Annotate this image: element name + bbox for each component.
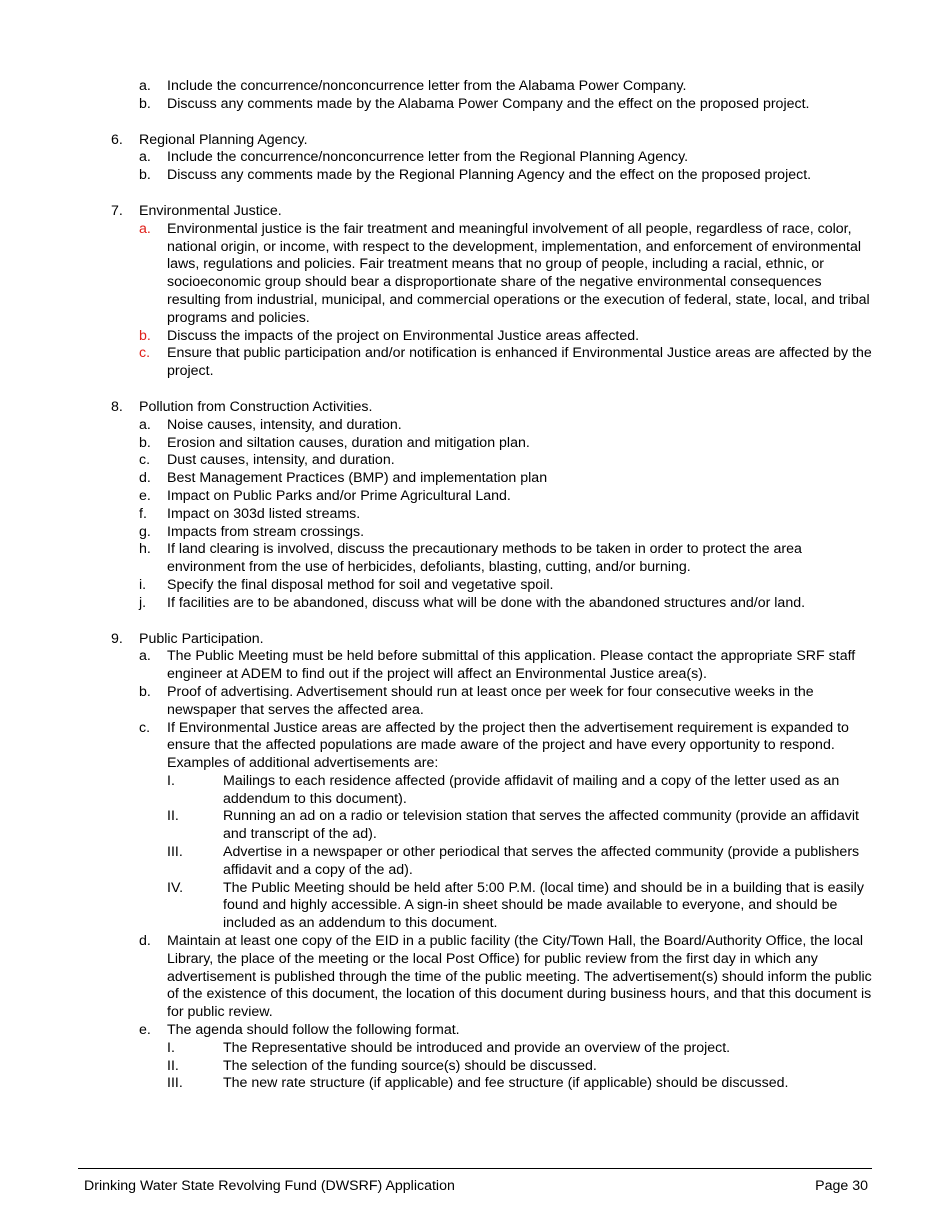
list-item: [139, 435, 876, 453]
item-text: Dust causes, intensity, and duration.: [167, 452, 395, 469]
list-item: [139, 524, 876, 542]
sub-item: [167, 773, 876, 809]
list-item: [139, 648, 876, 684]
section: [111, 399, 876, 613]
item-text: Include the concurrence/nonconcurrence letter from the Alabama Power Company.: [167, 78, 687, 94]
sub-item-numeral: I.: [167, 772, 175, 789]
item-letter: b.: [139, 95, 151, 112]
item-text: The Public Meeting must be held before submittal of this application. Please contact the appropriate SRF staff engineer at ADEM to find out if the project will affect an Environmental Justice area(s).: [167, 648, 856, 683]
item-text: If facilities are to be abandoned, discuss what will be done with the abandoned structures and/or land.: [167, 594, 806, 611]
footer-divider: [78, 1168, 872, 1169]
list-item: [139, 506, 876, 524]
item-text: Specify the final disposal method for soil and vegetative spoil.: [167, 576, 554, 593]
sub-item-text: Mailings to each residence affected (provide affidavit of mailing and a copy of the letter used as an addendum to this document).: [223, 772, 840, 807]
sub-item-numeral: I.: [167, 1039, 175, 1056]
item-text: Impact on Public Parks and/or Prime Agricultural Land.: [167, 487, 511, 504]
list-item: [139, 933, 876, 1022]
sub-item-text: Running an ad on a radio or television station that serves the affected community (provide an affidavit and transcript of the ad).: [223, 808, 859, 843]
sub-item-numeral: II.: [167, 808, 179, 825]
item-letter: i.: [139, 576, 147, 593]
sub-item-text: The new rate structure (if applicable) and fee structure (if applicable) should be discussed.: [223, 1075, 789, 1092]
list-item: [139, 488, 876, 506]
section-title: Regional Planning Agency.: [139, 131, 308, 148]
sub-item: [167, 1058, 876, 1076]
item-letter: e.: [139, 487, 151, 504]
item-letter: a.: [139, 149, 151, 166]
list-item: [139, 595, 876, 613]
list-item: [139, 684, 876, 720]
list-item: [139, 149, 876, 167]
section: [111, 203, 876, 381]
list-item: [139, 720, 876, 934]
item-text: Erosion and siltation causes, duration and mitigation plan.: [167, 434, 530, 451]
section: [111, 631, 876, 1094]
section-number: 7.: [111, 202, 123, 219]
item-letter: b.: [139, 683, 151, 700]
sub-item-numeral: II.: [167, 1057, 179, 1074]
sub-item: [167, 1040, 876, 1058]
list-item: [139, 417, 876, 435]
item-letter: a.: [139, 416, 151, 433]
section-title: Environmental Justice.: [139, 202, 282, 219]
sub-item: [167, 1075, 876, 1093]
item-text: Discuss the impacts of the project on Environmental Justice areas affected.: [167, 327, 640, 344]
item-text: Discuss any comments made by the Regional Planning Agency and the effect on the proposed project.: [167, 167, 812, 184]
item-text: Maintain at least one copy of the EID in a public facility (the City/Town Hall, the Board/Authority Office, the local Library, the place of the meeting or the local Post Office) for public review from the first day in which any advertisement is published through the time of the public meeting. The advertisement(s) should inform the public of the existence of this document, the location of this document during business hours, and that this document is for public review.: [167, 933, 872, 1021]
section-number: 6.: [111, 131, 123, 148]
sub-item-text: The Public Meeting should be held after 5:00 P.M. (local time) and should be in a building that is easily found and highly accessible. A sign-in sheet should be made available to everyone, and should be included as an addendum to this document.: [223, 879, 864, 932]
sub-item: [167, 844, 876, 880]
item-text: Impact on 303d listed streams.: [167, 505, 361, 522]
sub-item-numeral: III.: [167, 844, 183, 861]
list-item: [139, 541, 876, 577]
sub-item: [167, 808, 876, 844]
sub-item-text: Advertise in a newspaper or other periodical that serves the affected community (provide a publishers affidavit and a copy of the ad).: [223, 844, 860, 878]
item-letter: c.: [139, 452, 151, 469]
item-letter: c.: [139, 345, 151, 362]
section: [111, 132, 876, 185]
item-text: Environmental justice is the fair treatment and meaningful involvement of all people, regardless of race, color, national origin, or income, with respect to the development, implementation, and enforcement of environmental laws, regulations and policies. Fair treatment means that no group of people, including a racial, ethnic, or socioeconomic group should bear a disproportionate share of the negative environmental consequences resulting from industrial, municipal, and commercial operations or the execution of federal, state, local, and tribal programs and policies.: [167, 220, 870, 326]
item-text: Best Management Practices (BMP) and implementation plan: [167, 470, 548, 487]
section: [111, 78, 876, 114]
list-item: [139, 328, 876, 346]
list-item: [139, 470, 876, 488]
list-item: [139, 577, 876, 595]
section-title: Pollution from Construction Activities.: [139, 398, 373, 415]
footer-title: Drinking Water State Revolving Fund (DWSRF) Application: [84, 1178, 455, 1194]
item-letter: d.: [139, 933, 151, 950]
item-text: Impacts from stream crossings.: [167, 523, 365, 540]
sub-item-text: The Representative should be introduced and provide an overview of the project.: [223, 1039, 731, 1056]
page-number: Page 30: [815, 1178, 868, 1194]
sub-item: [167, 880, 876, 933]
item-letter: d.: [139, 470, 151, 487]
item-letter: a.: [139, 78, 151, 94]
list-item: [139, 221, 876, 328]
item-text: The agenda should follow the following format.: [167, 1022, 460, 1039]
item-letter: e.: [139, 1022, 151, 1039]
item-letter: g.: [139, 523, 151, 540]
sub-item-numeral: III.: [167, 1075, 183, 1092]
item-text: Noise causes, intensity, and duration.: [167, 416, 402, 433]
item-text: If land clearing is involved, discuss the precautionary methods to be taken in order to protect the area environment from the use of herbicides, defoliants, blasting, cutting, and/or burning.: [167, 541, 802, 576]
list-item: [139, 452, 876, 470]
document-body: [111, 78, 876, 1093]
item-letter: j.: [139, 594, 147, 611]
item-text: Discuss any comments made by the Alabama Power Company and the effect on the proposed project.: [167, 95, 810, 112]
item-letter: b.: [139, 167, 151, 184]
list-item: [139, 1022, 876, 1093]
section-number: 8.: [111, 398, 123, 415]
list-item: [139, 96, 876, 114]
section-number: 9.: [111, 630, 123, 647]
item-letter: c.: [139, 719, 151, 736]
item-text: Ensure that public participation and/or notification is enhanced if Environmental Justice areas are affected by the project.: [167, 345, 872, 380]
item-text: Include the concurrence/nonconcurrence letter from the Regional Planning Agency.: [167, 149, 689, 166]
sub-item-text: The selection of the funding source(s) should be discussed.: [223, 1057, 597, 1074]
list-item: [139, 78, 876, 96]
item-letter: b.: [139, 434, 151, 451]
item-letter: f.: [139, 505, 147, 522]
item-text: If Environmental Justice areas are affected by the project then the advertisement requirement is expanded to ensure that the affected populations are made aware of the project and have every opportunity to respond. Examples of additional advertisements are:: [167, 719, 849, 772]
item-letter: h.: [139, 541, 151, 558]
item-letter: a.: [139, 648, 151, 665]
sub-item-numeral: IV.: [167, 879, 184, 896]
item-letter: b.: [139, 327, 151, 344]
item-text: Proof of advertising. Advertisement should run at least once per week for four consecutive weeks in the newspaper that serves the affected area.: [167, 683, 814, 718]
list-item: [139, 345, 876, 381]
section-title: Public Participation.: [139, 630, 264, 647]
list-item: [139, 167, 876, 185]
item-letter: a.: [139, 220, 151, 237]
